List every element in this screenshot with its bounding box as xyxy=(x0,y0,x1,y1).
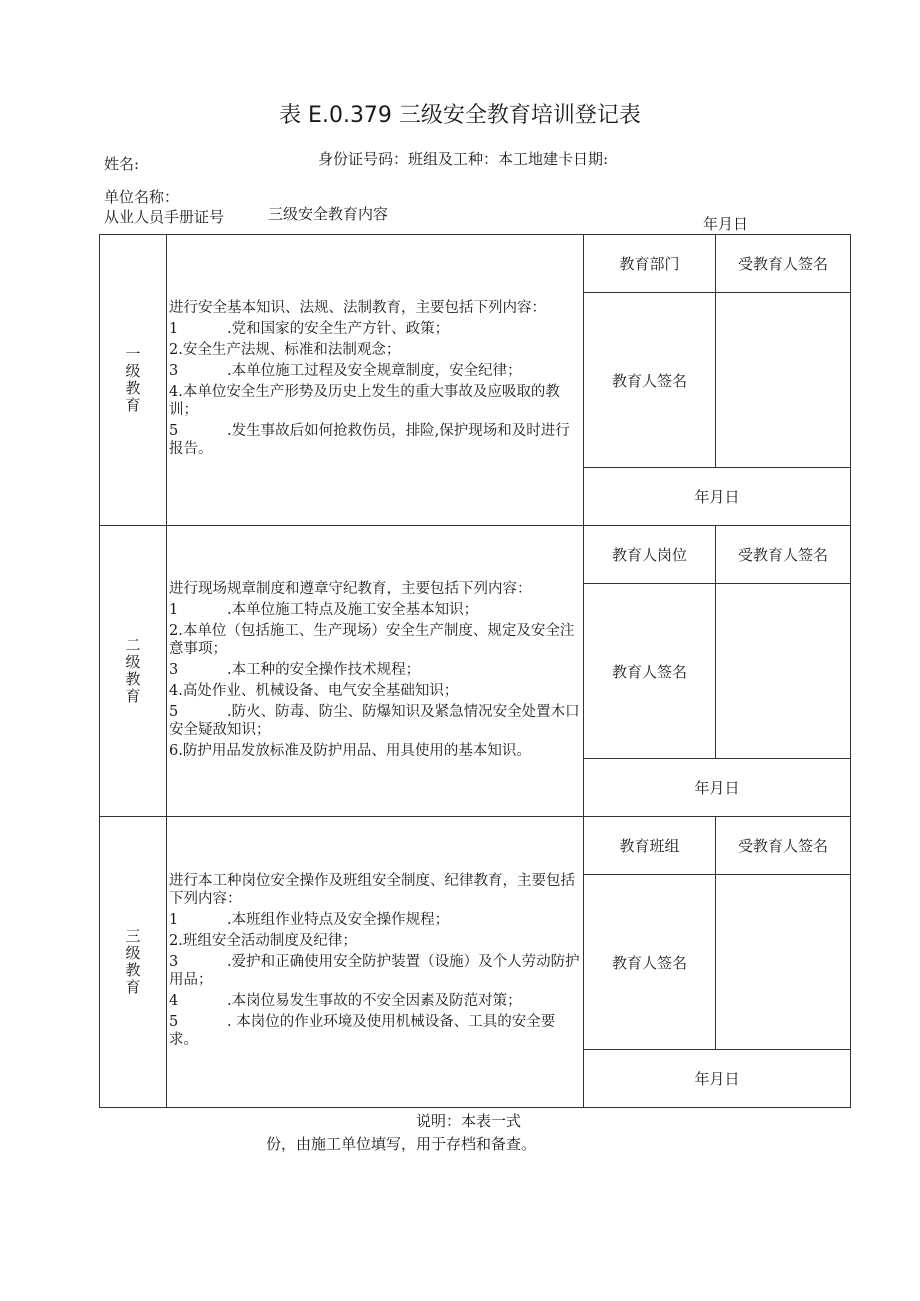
list-item: 1 .本班组作业特点及安全操作规程； xyxy=(169,912,450,928)
level-2-label-cell xyxy=(100,526,167,817)
name-label: 姓名: xyxy=(104,155,140,173)
footer-note-line-1: 说明：本表一式 xyxy=(416,1112,522,1130)
level-1-intro: 进行安全基本知识、法规、法制教育，主要包括下列内容： xyxy=(169,300,546,316)
level-1-recipient-sign-label: 受教育人签名 xyxy=(716,235,851,293)
level-1-recipient-sign-field[interactable] xyxy=(716,293,851,468)
level-2-recipient-sign-label: 受教育人签名 xyxy=(716,526,851,584)
level-3-content xyxy=(167,817,584,1108)
list-item: 3 .本工种的安全操作技术规程； xyxy=(169,661,421,678)
level-1-label: 一级教育 xyxy=(125,345,141,414)
level-2-educator-sign-label: 教育人签名 xyxy=(584,584,716,759)
level-2-label: 二级教育 xyxy=(125,636,141,705)
handbook-label: 从业人员手册证号 xyxy=(104,208,225,226)
list-item: 5 .发生事故后如何抢救伤员，排险,保护现场和及时进行报告。 xyxy=(169,423,570,457)
level-1-date-label: 年月日 xyxy=(584,468,851,526)
list-item: 6.防护用品发放标准及防护用品、用具使用的基本知识。 xyxy=(169,742,531,759)
list-item: 2.本单位（包括施工、生产现场）安全生产制度、规定及安全注意事项； xyxy=(169,622,575,657)
level-1-content xyxy=(167,235,584,526)
level-2-content xyxy=(167,526,584,817)
top-date-label: 年月日 xyxy=(703,215,749,233)
level-1-header-row xyxy=(100,235,851,293)
list-item: 5 .防火、防毒、防尘、防爆知识及紧急情况安全处置木口安全疑敌知识； xyxy=(169,703,580,738)
id-line: 身份证号码：班组及工种：本工地建卡日期: xyxy=(318,150,609,168)
level-3-intro: 进行本工种岗位安全操作及班组安全制度、纪律教育，主要包括下列内容： xyxy=(169,873,575,907)
level-2-date-label: 年月日 xyxy=(584,759,851,817)
level-3-header-row xyxy=(100,817,851,875)
level-2-header-row xyxy=(100,526,851,584)
level-2-intro: 进行现场规章制度和遵章守纪教育，主要包括下列内容： xyxy=(169,580,532,597)
list-item: 4.高处作业、机械设备、电气安全基础知识； xyxy=(169,682,459,699)
content-heading: 三级安全教育内容 xyxy=(268,205,389,223)
level-3-label: 三级教育 xyxy=(125,927,141,996)
level-3-recipient-sign-field[interactable] xyxy=(716,875,851,1050)
level-2-dept-label: 教育人岗位 xyxy=(584,526,716,584)
level-3-recipient-sign-label: 受教育人签名 xyxy=(716,817,851,875)
list-item: 3 .爱护和正确使用安全防护装置（设施）及个人劳动防护用品； xyxy=(169,954,580,988)
level-2-recipient-sign-field[interactable] xyxy=(716,584,851,759)
level-3-dept-label: 教育班组 xyxy=(584,817,716,875)
list-item: 1 .党和国家的安全生产方针、政策； xyxy=(169,321,450,337)
registration-table xyxy=(99,234,851,1108)
unit-label: 单位名称： xyxy=(104,188,180,206)
level-1-dept-label: 教育部门 xyxy=(584,235,716,293)
list-item: 1 .本单位施工特点及施工安全基本知识； xyxy=(169,601,479,618)
footer-note-line-2: 份，由施工单位填写，用于存档和备查。 xyxy=(266,1135,537,1153)
level-1-educator-sign-label: 教育人签名 xyxy=(584,293,716,468)
list-item: 5 . 本岗位的作业环境及使用机械设备、工具的安全要求。 xyxy=(169,1014,556,1048)
list-item: 4 .本岗位易发生事故的不安全因素及防范对策； xyxy=(169,993,522,1009)
level-1-label-cell xyxy=(100,235,167,526)
list-item: 2.安全生产法规、标准和法制观念； xyxy=(169,342,401,358)
list-item: 3 .本单位施工过程及安全规章制度，安全纪律； xyxy=(169,363,522,379)
list-item: 2.班组安全活动制度及纪律； xyxy=(169,933,357,949)
level-3-educator-sign-label: 教育人签名 xyxy=(584,875,716,1050)
page-title: 表 E.0.379 三级安全教育培训登记表 xyxy=(279,103,641,128)
level-3-label-cell xyxy=(100,817,167,1108)
level-3-date-label: 年月日 xyxy=(584,1050,851,1108)
list-item: 4.本单位安全生产形势及历史上发生的重大事故及应吸取的教训； xyxy=(169,384,560,418)
